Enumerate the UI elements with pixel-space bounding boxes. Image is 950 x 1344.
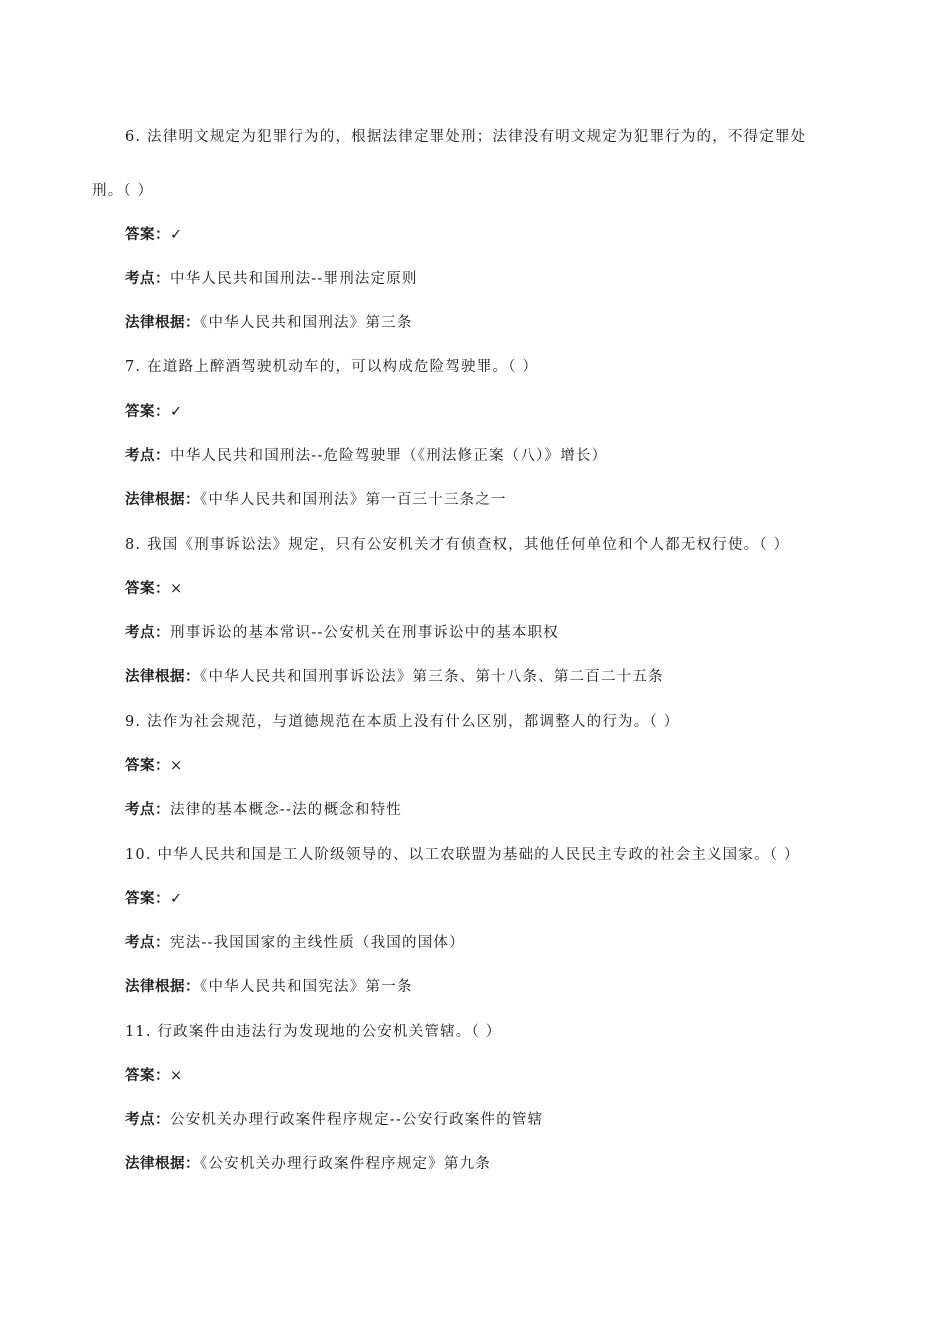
question-9: 9. 法作为社会规范，与道德规范在本质上没有什么区别，都调整人的行为。（ ） xyxy=(125,714,680,730)
answer-label: 答案： xyxy=(125,890,170,907)
point-label: 考点： xyxy=(125,270,170,287)
point-value: 法律的基本概念--法的概念和特性 xyxy=(170,802,402,818)
point-6 xyxy=(125,269,418,289)
answer-value: × xyxy=(170,758,184,774)
question-11: 11. 行政案件由违法行为发现地的公安机关管辖。（ ） xyxy=(125,1024,502,1040)
basis-label: 法律根据： xyxy=(125,668,200,685)
point-label: 考点： xyxy=(125,447,170,464)
answer-6 xyxy=(125,225,183,245)
answer-label: 答案： xyxy=(125,1067,170,1084)
answer-value: × xyxy=(170,1068,184,1084)
answer-value: × xyxy=(170,581,184,597)
point-value: 刑事诉讼的基本常识--公安机关在刑事诉讼中的基本职权 xyxy=(170,625,559,641)
answer-11 xyxy=(125,1066,183,1086)
point-label: 考点： xyxy=(125,801,170,818)
point-11 xyxy=(125,1110,543,1130)
answer-7 xyxy=(125,402,183,422)
point-value: 中华人民共和国刑法--罪刑法定原则 xyxy=(170,271,418,287)
question-6-line-2: 刑。（ ） xyxy=(92,183,154,199)
point-value: 公安机关办理行政案件程序规定--公安行政案件的管辖 xyxy=(170,1112,544,1128)
point-7 xyxy=(125,446,607,466)
point-9 xyxy=(125,800,402,820)
basis-label: 法律根据： xyxy=(125,1155,200,1172)
basis-11 xyxy=(125,1154,491,1174)
basis-7 xyxy=(125,490,507,510)
point-label: 考点： xyxy=(125,1111,170,1128)
point-label: 考点： xyxy=(125,624,170,641)
question-10: 10. 中华人民共和国是工人阶级领导的、以工农联盟为基础的人民民主专政的社会主义国家。（ ） xyxy=(125,847,800,863)
answer-value: ✓ xyxy=(170,891,184,907)
answer-10 xyxy=(125,889,183,909)
question-6-line-1: 6. 法律明文规定为犯罪行为的，根据法律定罪处刑；法律没有明文规定为犯罪行为的，不得定罪处 xyxy=(125,129,807,145)
basis-label: 法律根据： xyxy=(125,314,200,331)
basis-value: 《公安机关办理行政案件程序规定》第九条 xyxy=(200,1156,492,1172)
answer-9 xyxy=(125,756,183,776)
question-7: 7. 在道路上醉酒驾驶机动车的，可以构成危险驾驶罪。（ ） xyxy=(125,359,539,375)
point-value: 宪法--我国国家的主线性质（我国的国体） xyxy=(170,935,465,951)
answer-label: 答案： xyxy=(125,757,170,774)
answer-value: ✓ xyxy=(170,404,184,420)
basis-8 xyxy=(125,667,664,687)
basis-value: 《中华人民共和国刑事诉讼法》第三条、第十八条、第二百二十五条 xyxy=(200,669,664,685)
answer-value: ✓ xyxy=(170,227,184,243)
answer-label: 答案： xyxy=(125,580,170,597)
answer-8 xyxy=(125,579,183,599)
basis-value: 《中华人民共和国宪法》第一条 xyxy=(200,979,413,995)
basis-label: 法律根据： xyxy=(125,491,200,508)
basis-6 xyxy=(125,313,413,333)
answer-label: 答案： xyxy=(125,403,170,420)
basis-10 xyxy=(125,977,413,997)
point-10 xyxy=(125,933,465,953)
answer-label: 答案： xyxy=(125,226,170,243)
point-8 xyxy=(125,623,559,643)
basis-value: 《中华人民共和国刑法》第一百三十三条之一 xyxy=(200,492,507,508)
point-value: 中华人民共和国刑法--危险驾驶罪（《刑法修正案（八）》增长） xyxy=(170,448,608,464)
basis-label: 法律根据： xyxy=(125,978,200,995)
basis-value: 《中华人民共和国刑法》第三条 xyxy=(200,315,413,331)
question-8: 8. 我国《刑事诉讼法》规定，只有公安机关才有侦查权，其他任何单位和个人都无权行使。（ ） xyxy=(125,537,790,553)
point-label: 考点： xyxy=(125,934,170,951)
